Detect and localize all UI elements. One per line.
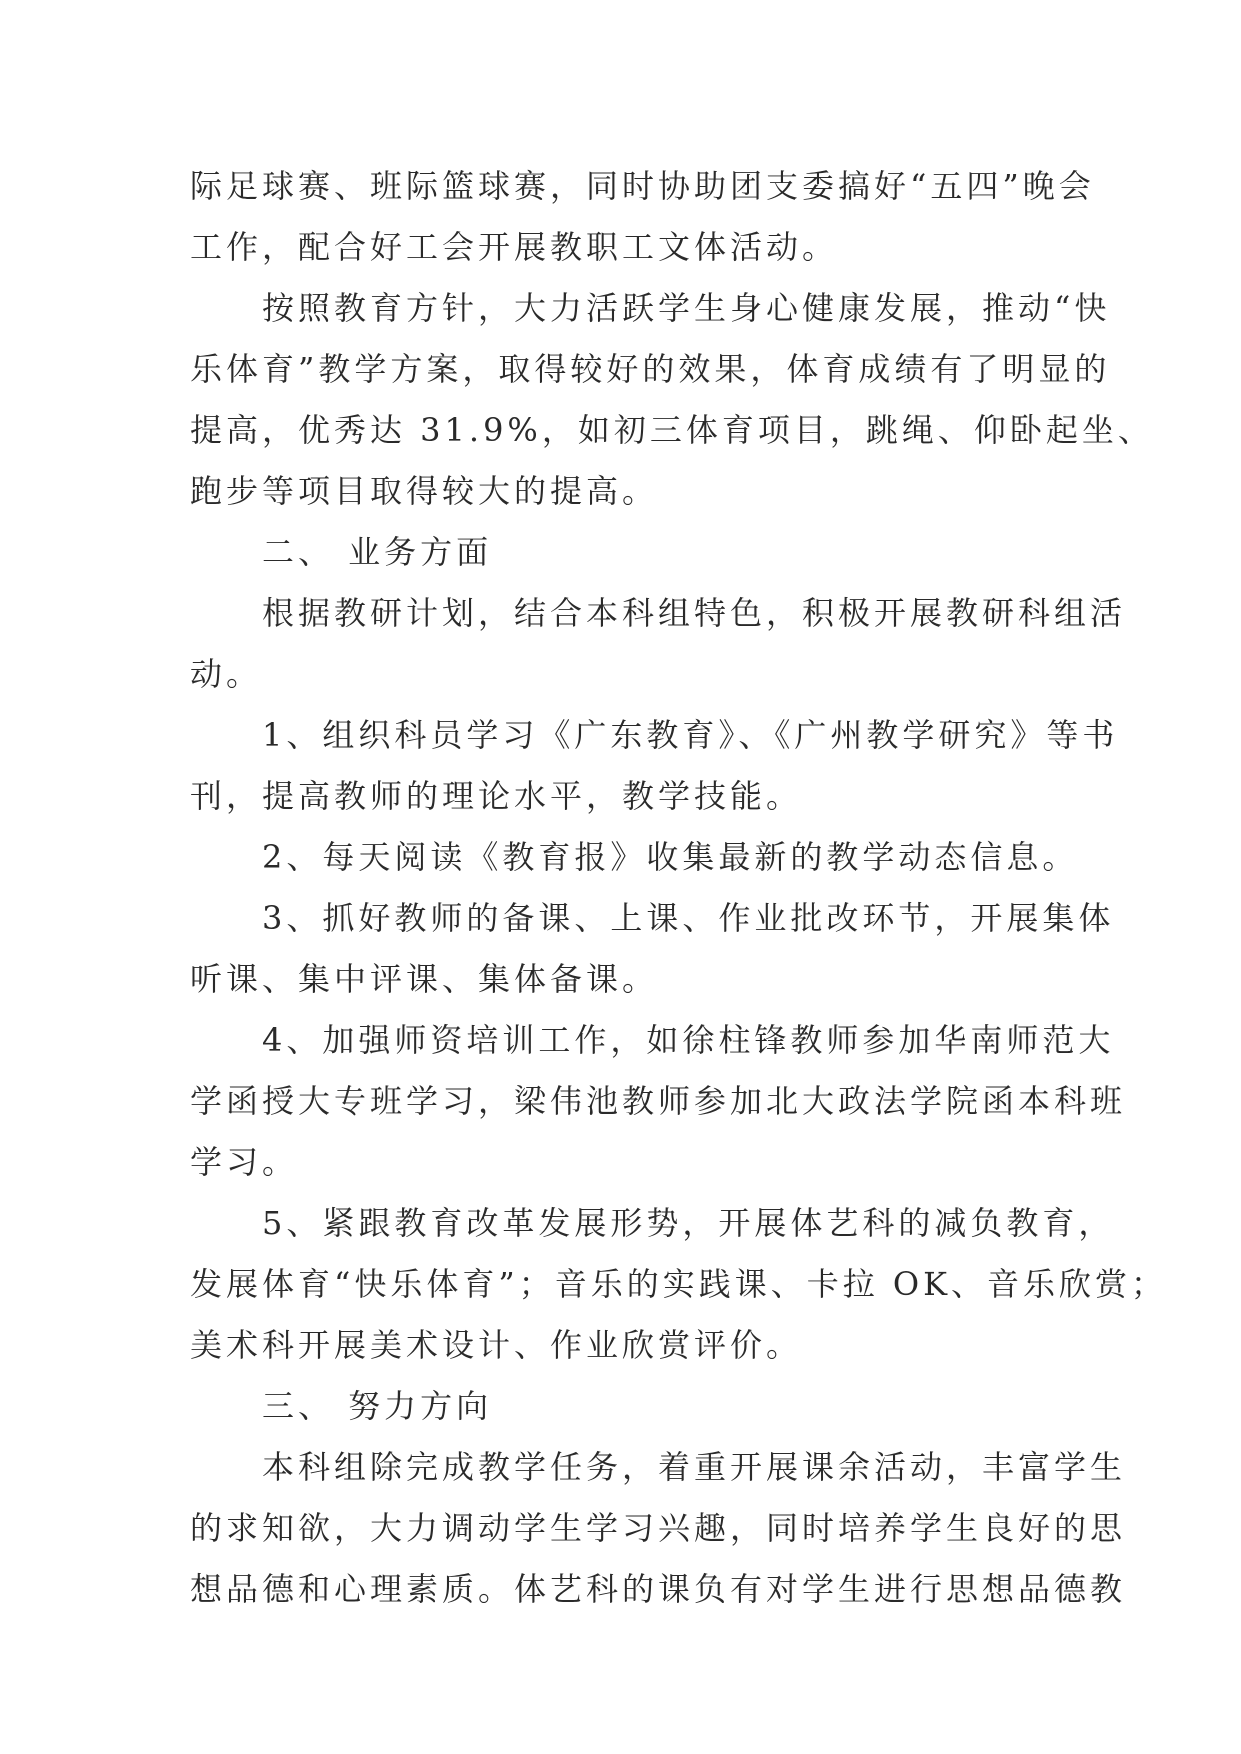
text-line: 三、 努力方向 [262, 1387, 493, 1425]
text-line: 想品德和心理素质。体艺科的课负有对学生进行思想品德教 [190, 1570, 1127, 1608]
text-line: 本科组除完成教学任务，着重开展课余活动，丰富学生 [262, 1448, 1127, 1486]
text-line: 刊，提高教师的理论水平，教学技能。 [190, 777, 803, 815]
text-line: 学函授大专班学习，梁伟池教师参加北大政法学院函本科班 [190, 1082, 1127, 1120]
text-line: 4、加强师资培训工作，如徐柱锋教师参加华南师范大 [262, 1021, 1115, 1059]
text-line: 乐体育”教学方案，取得较好的效果，体育成绩有了明显的 [190, 350, 1111, 388]
text-line: 学习。 [190, 1143, 299, 1181]
text-line: 二、 业务方面 [262, 533, 493, 571]
text-line: 听课、集中评课、集体备课。 [190, 960, 659, 998]
text-line: 3、抓好教师的备课、上课、作业批改环节，开展集体 [262, 899, 1115, 937]
text-line: 5、紧跟教育改革发展形势，开展体艺科的减负教育， [262, 1204, 1115, 1242]
text-line: 提高，优秀达 31.9%，如初三体育项目，跳绳、仰卧起坐、 [190, 411, 1154, 449]
text-line: 美术科开展美术设计、作业欣赏评价。 [190, 1326, 803, 1364]
text-line: 动。 [190, 655, 263, 693]
text-line: 2、每天阅读《教育报》收集最新的教学动态信息。 [262, 838, 1079, 876]
text-line: 工作，配合好工会开展教职工文体活动。 [190, 228, 839, 266]
text-line: 按照教育方针，大力活跃学生身心健康发展，推动“快 [262, 289, 1111, 327]
text-line: 发展体育“快乐体育”；音乐的实践课、卡拉 OK、音乐欣赏； [190, 1265, 1168, 1303]
text-line: 根据教研计划，结合本科组特色，积极开展教研科组活 [262, 594, 1127, 632]
document-body [190, 156, 1168, 1620]
text-line: 际足球赛、班际篮球赛，同时协助团支委搞好“五四”晚会 [190, 167, 1095, 205]
text-line: 跑步等项目取得较大的提高。 [190, 472, 659, 510]
text-line: 的求知欲，大力调动学生学习兴趣，同时培养学生良好的思 [190, 1509, 1127, 1547]
text-line: 1、组织科员学习《广东教育》、《广州教学研究》等书 [262, 716, 1119, 754]
